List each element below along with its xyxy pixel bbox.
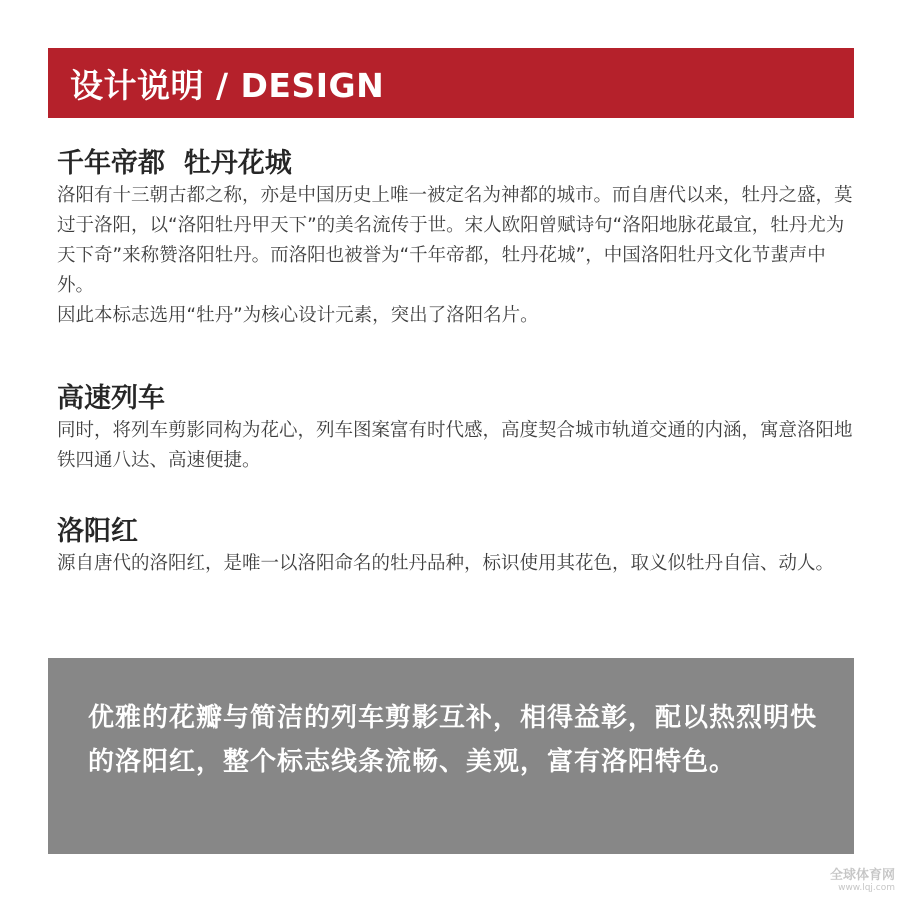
watermark-main: 全球体育网 [829, 868, 895, 883]
section-paragraph: 源自唐代的洛阳红，是唯一以洛阳命名的牡丹品种，标识使用其花色，取义似牡丹自信、动人。 [57, 553, 835, 574]
watermark [830, 868, 895, 894]
section-title: 千年帝都 牡丹花城 [57, 148, 292, 179]
section-paragraph: 同时，将列车剪影同构为花心，列车图案富有时代感，高度契合城市轨道交通的内涵，寓意洛阳地铁四通八达、高速便捷。 [57, 420, 853, 471]
section-paragraph: 洛阳有十三朝古都之称，亦是中国历史上唯一被定名为神都的城市。而自唐代以来，牡丹之盛，莫过于洛阳，以“洛阳牡丹甲天下”的美名流传于世。宋人欧阳曾赋诗句“洛阳地脉花最宜，牡丹尤为天下奇”来称赞洛阳牡丹。而洛阳也被誉为“千年帝都，牡丹花城”，中国洛阳牡丹文化节蜚声中外。 [57, 185, 853, 296]
section-capital [57, 147, 857, 331]
summary-box [48, 658, 854, 854]
section-train [57, 382, 857, 476]
section-luoyang-red [57, 515, 857, 579]
watermark-sub: www.lqj.com [838, 883, 895, 893]
header-title: 设计说明 / DESIGN [70, 65, 385, 105]
summary-text: 优雅的花瓣与简洁的列车剪影互补，相得益彰，配以热烈明快的洛阳红，整个标志线条流畅、美观，富有洛阳特色。 [88, 703, 818, 777]
section-title: 洛阳红 [57, 516, 138, 547]
header-banner [48, 48, 854, 118]
section-paragraph: 因此本标志选用“牡丹”为核心设计元素，突出了洛阳名片。 [57, 305, 539, 326]
section-title: 高速列车 [57, 383, 165, 414]
